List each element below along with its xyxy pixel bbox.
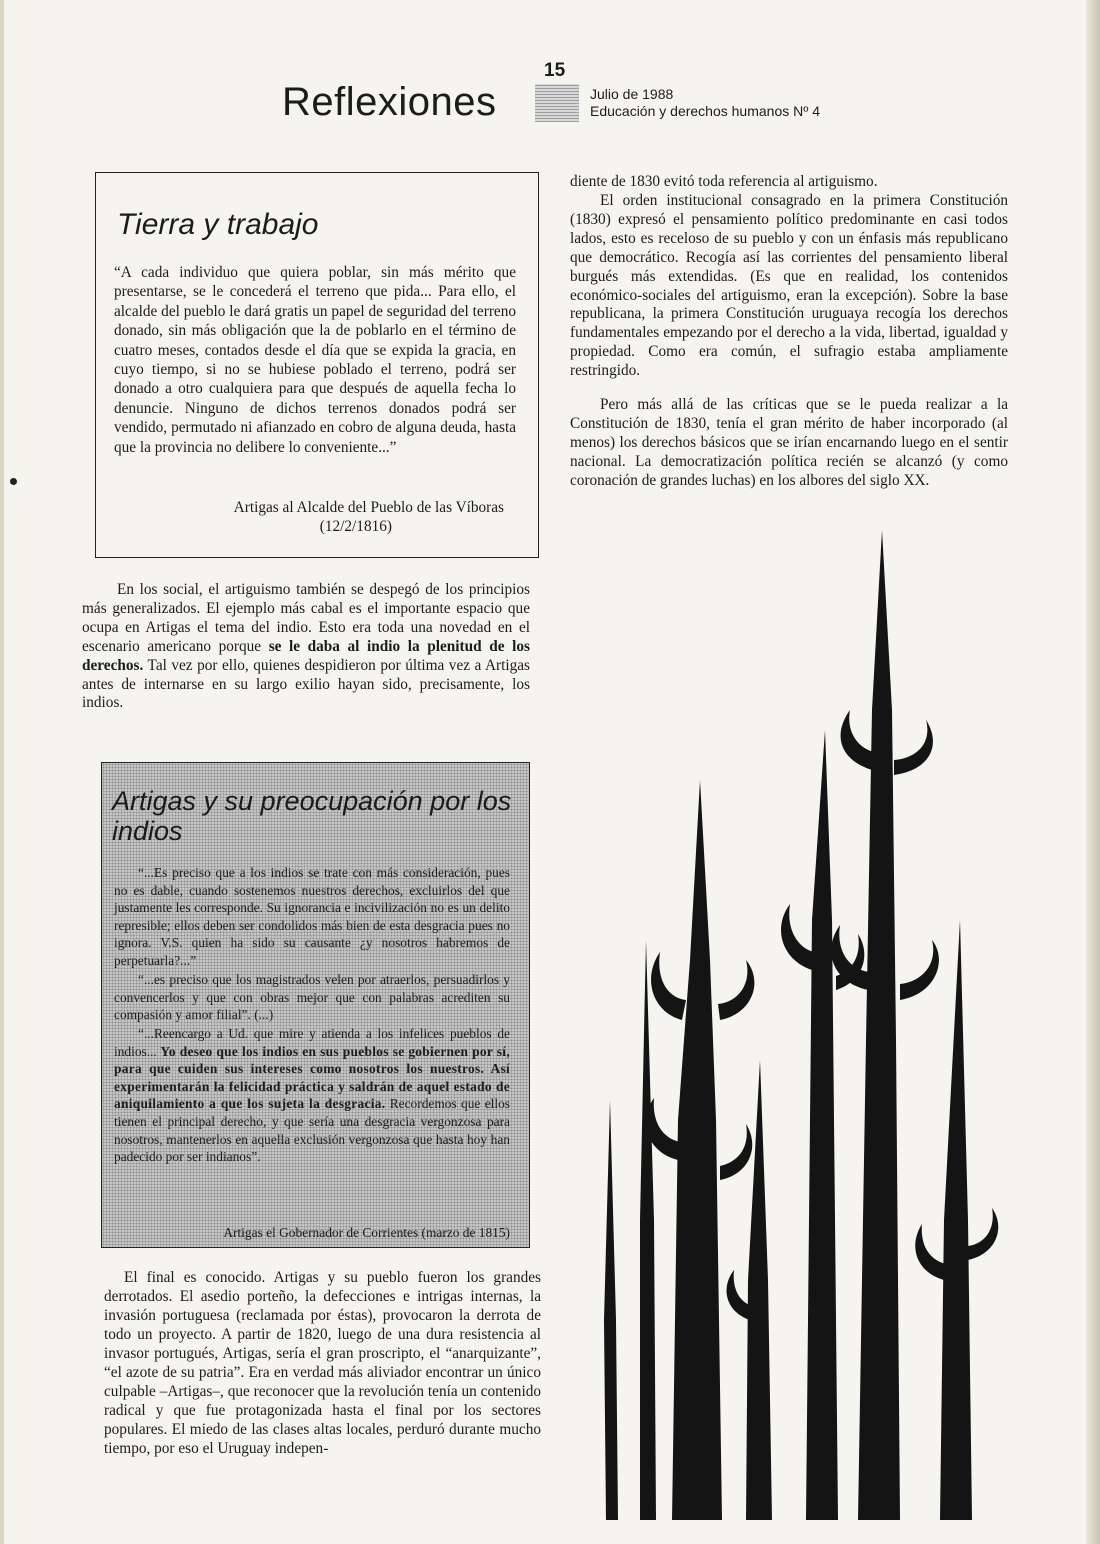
box-title: Tierra y trabajo	[117, 208, 319, 241]
body-paragraph: diente de 1830 evitó toda referencia al artiguismo.	[570, 173, 878, 190]
box-attribution	[114, 498, 516, 536]
box-title: Artigas y su preocupación por los indios	[112, 786, 512, 846]
emphasis-text: Yo deseo que los indios en sus pueblos se gobiernen por sí, para que cuiden sus intereses como nosotros los nuestros. Así experimentarán la felicidad práctica y saldrán de aquel estado de aniquilamiento a que los sujeta la desgracia.	[114, 1043, 510, 1112]
cactus-illustration	[600, 520, 1020, 1520]
body-paragraph: El final es conocido. Artigas y su pueblo fueron los grandes derrotados. El asedio porteño, la defecciones e intrigas internas, la invasión portuguesa (reclamada por éstas), provocaron la derrota de todo un proyecto. A partir de 1820, luego de una dura resistencia al invasor portugués, Artigas, sería el gran proscripto, el “anarquizante”, “el azote de su patria”. Era en verdad más aliviador encontrar un único culpable –Artigas–, que reconocer que la revolución tenía un contenido radical y que fue protagonizada hasta el final por los sectores populares. El miedo de las clases altas locales, perduró durante mucho tiempo, por eso el Uruguay indepen-	[104, 1269, 541, 1457]
box-quote: “...Es preciso que a los indios se trate con más consideración, pues no es dable, cuando sostenemos nuestros derechos, excluirlos del que justamente les corresponde. Su ignorancia e incivilización no es un delito represible; ellos deben ser condolidos más bien de esta desgracia pues no ignora. V.S. quien ha sido su causante ¿y nosotros habremos de perpetuarla?...”	[114, 865, 510, 968]
attribution-author: Artigas al Alcalde del Pueblo de las Víboras	[233, 499, 504, 516]
box-quote: “...es preciso que los magistrados velen por atraerlos, persuadirlos y convencerlos y que con obras mejor que con palabras acrediten su compasión y amor filial”. (...)	[114, 972, 510, 1023]
box-quote: “A cada individuo que quiera poblar, sin más mérito que presentarse, se le concederá el terreno que pida... Para ello, el alcalde del pueblo le dará gratis un papel de seguridad del terreno donado, sin más obligación que la de poblarlo en el término de cuatro meses, contados desde el día que se expida la gracia, en cuyo tiempo, si no se hubiese poblado el terreno, podrá ser donado a otro cualquiera para que después de aquella fecha lo denuncie. Ninguno de dichos terrenos donados podrá ser vendido, permutado ni afianzado en cobro de alguna deuda, hasta que la provincia no delibere lo conveniente...”	[114, 264, 516, 456]
quote-text: Recordemos que ellos tienen el principal derecho, y que sería una desgracia vergonzosa para nosotros, mantenerlos en aquella exclusión vergonzosa que hasta hoy han padecido por ser indianos”.	[114, 1096, 510, 1165]
issue-info	[590, 86, 820, 120]
paragraph-text: En los social, el artiguismo también se despegó de los principios más generalizados. El ejemplo más cabal es el importante espacio que ocupa en Artigas el tema del indio. Esto era toda una novedad en el escenario americano porque	[82, 581, 530, 655]
page-edge	[1086, 0, 1100, 1544]
body-paragraph: Pero más allá de las críticas que se le pueda realizar a la Constitución de 1830, tenía el gran mérito de haber incorporado (al menos) los derechos básicos que se irían encarnando luego en el sentir nacional. La democratización política recién se alcanzó (y como coronación de grandes luchas) en los albores del siglo XX.	[570, 396, 1008, 489]
emphasis-text: se le daba al indio la plenitud de los derechos.	[82, 637, 530, 674]
page-edge	[0, 0, 4, 1544]
attribution-date: (12/2/1816)	[319, 518, 392, 535]
margin-mark	[10, 478, 17, 485]
masthead-ornament	[535, 84, 579, 122]
masthead-title: Reflexiones	[282, 80, 497, 124]
quote-text: “...Reencargo a Ud. que mire y atienda a los infelices pueblos de indios...	[114, 1026, 510, 1059]
issue-date: Julio de 1988	[590, 86, 674, 102]
issue-title: Educación y derechos humanos Nº 4	[590, 103, 821, 119]
paragraph-text: Tal vez por ello, quienes despidieron por última vez a Artigas antes de internarse en su largo exilio hayan sido, precisamente, los indios.	[82, 656, 530, 712]
box-attribution: Artigas el Gobernador de Corrientes (marzo de 1815)	[223, 1225, 510, 1240]
box-quote	[114, 1025, 510, 1166]
body-paragraph	[82, 581, 530, 713]
page-number: 15	[544, 60, 566, 81]
body-paragraph: El orden institucional consagrado en la primera Constitución (1830) expresó el pensamiento político predominante en casi todos lados, esto es receloso de su pueblo y con un énfasis más republicano que democrático. Recogía así las corrientes del pensamiento liberal burgués más extendidas. (Es que en realidad, los contenidos económico-sociales del artiguismo, eran la excepción). Sobre la base republicana, la primera Constitución uruguaya recogía los derechos fundamentales empezando por el derecho a la vida, libertad, igualdad y propiedad. Como era común, el sufragio estaba ampliamente restringido.	[570, 192, 1008, 380]
